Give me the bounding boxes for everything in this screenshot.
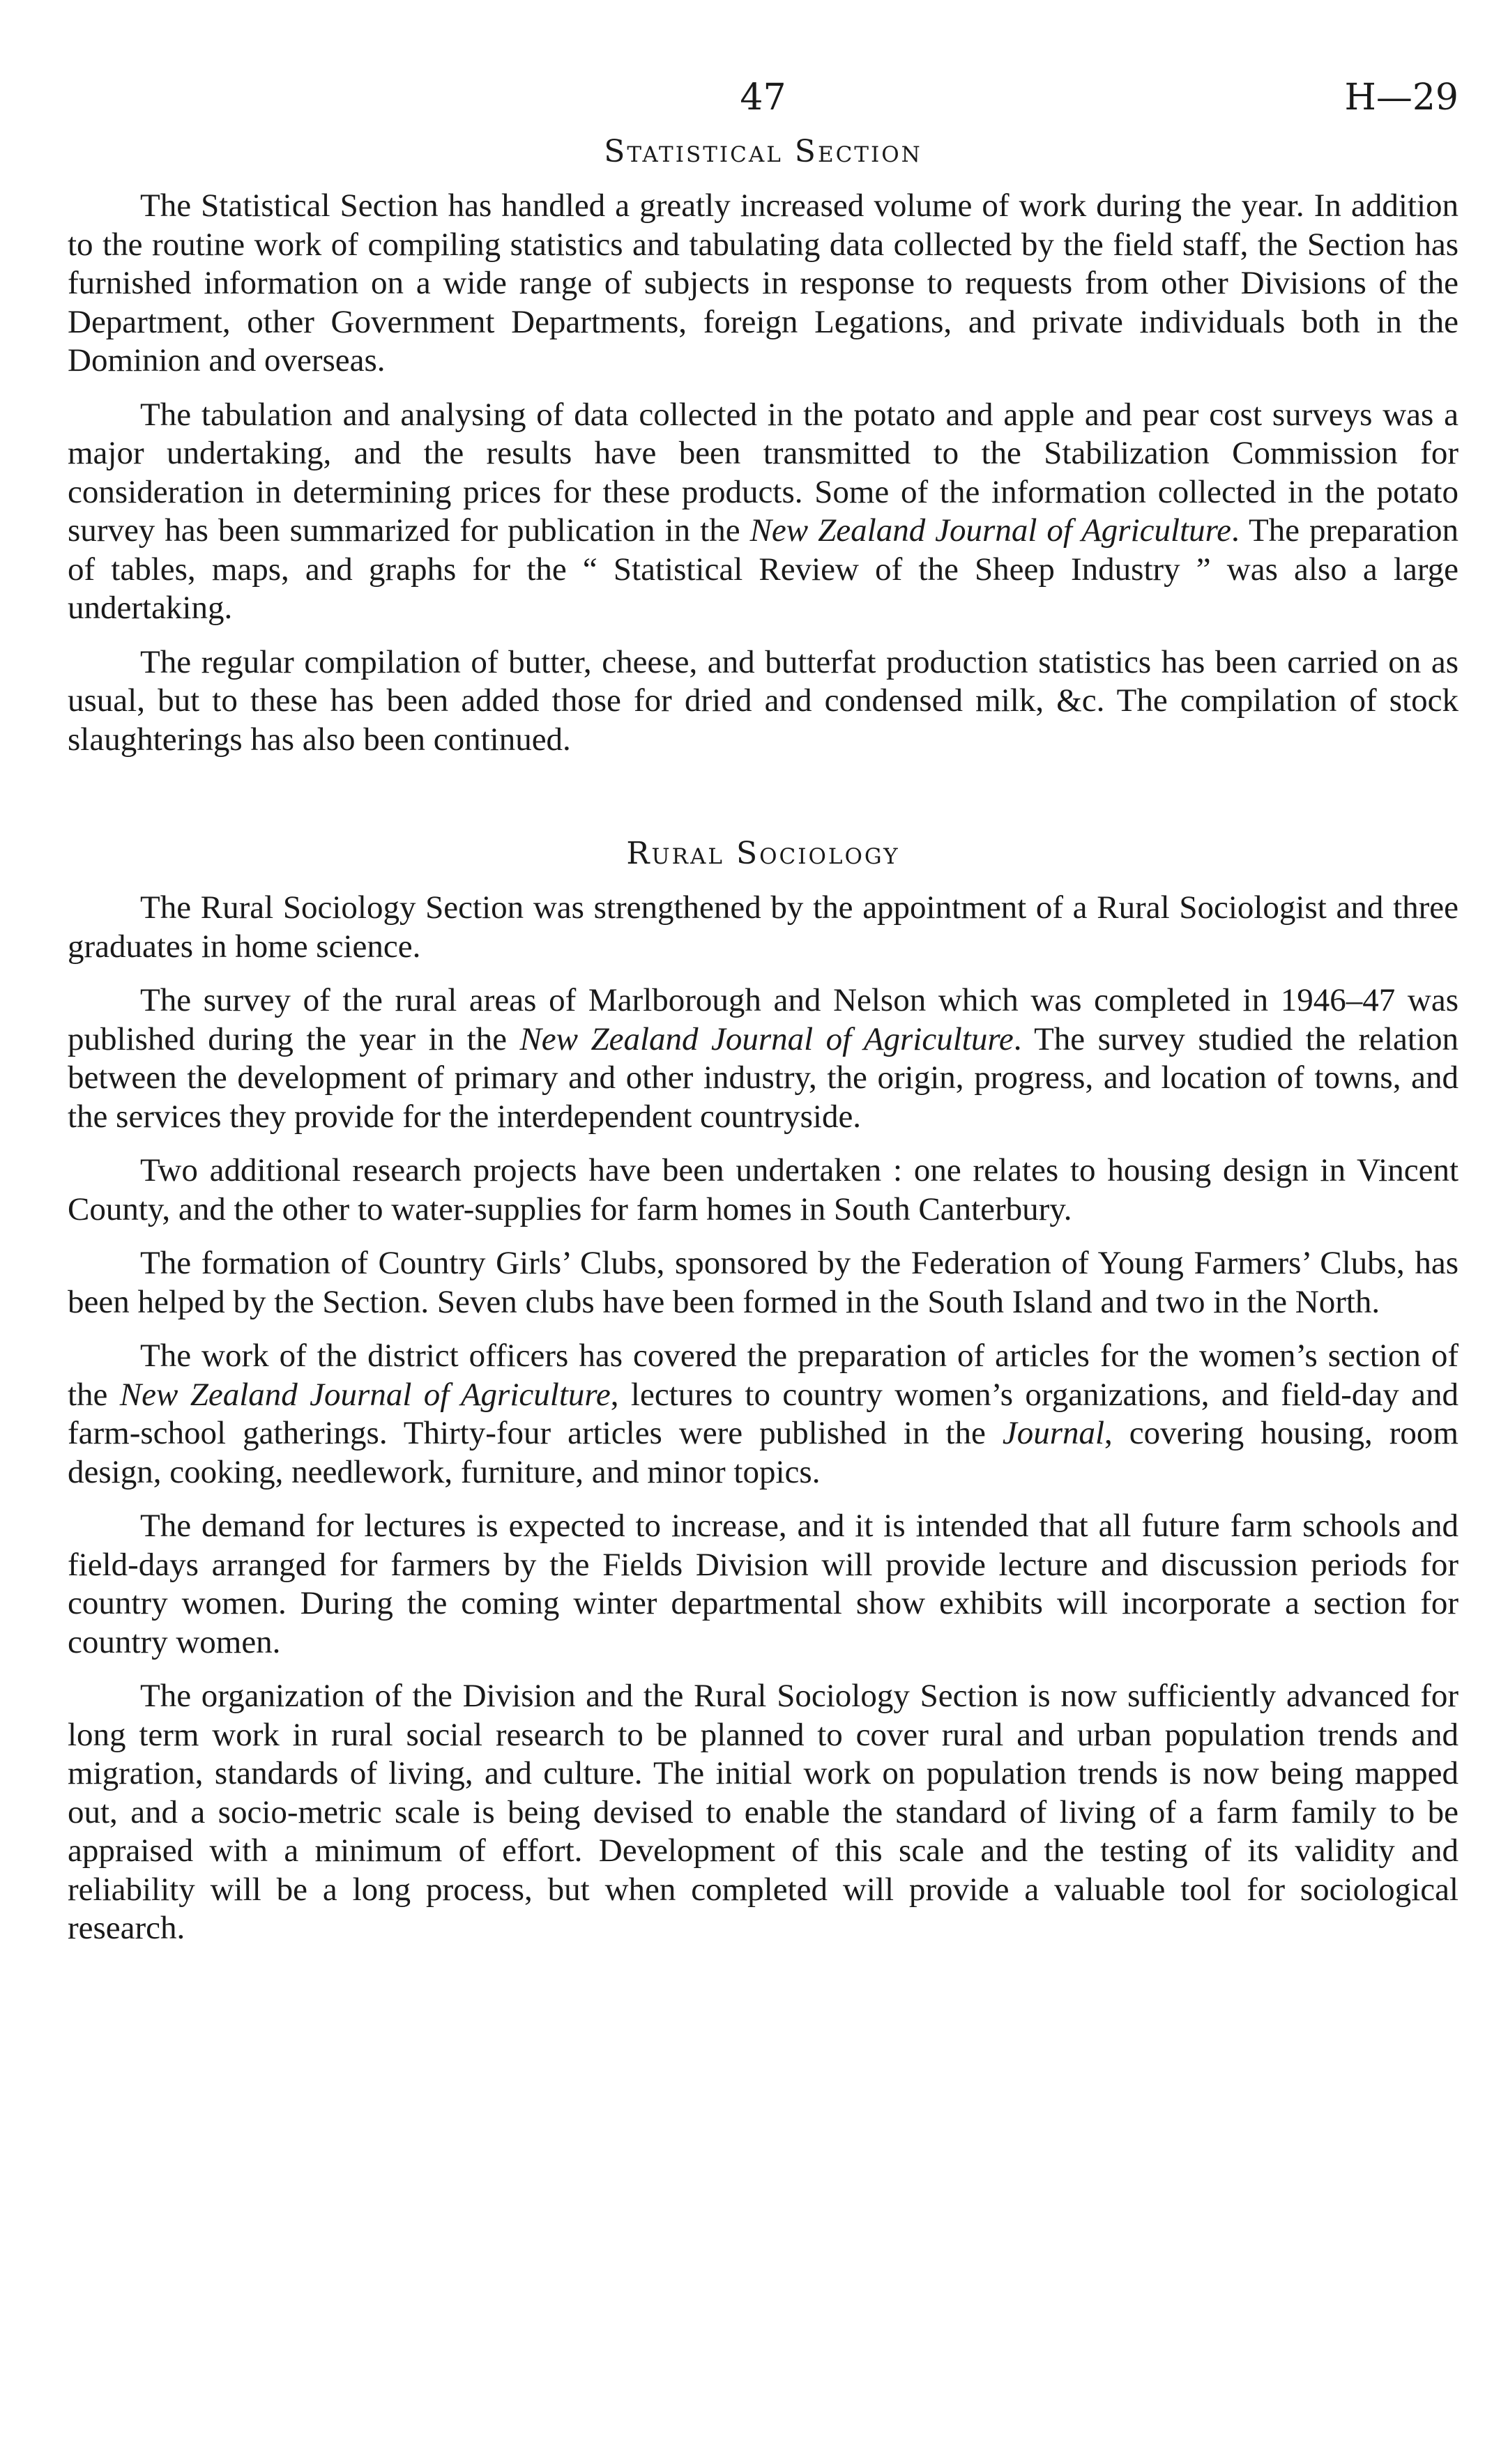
journal-title: New Zealand Journal of Agriculture	[519, 1020, 1014, 1057]
paragraph-rural-5: The work of the district officers has covered the preparation of articles for the women’s section of the New Zealand Journal of Agriculture, lectures to country women’s organizations, and field-day and farm-school gatherings. Thirty-four articles were published in the Journal, covering housing, room design, cooking, needlework, furniture, and minor topics.	[68, 1338, 1459, 1490]
paragraph-rural-6: The demand for lectures is expected to increase, and it is intended that all future farm schools and field-days arranged for farmers by the Fields Division will provide lecture and discussion periods for country women. During the coming winter departmental show exhibits will incorporate a section for country women.	[68, 1508, 1459, 1660]
journal-title: New Zealand Journal of Agriculture	[749, 512, 1232, 549]
paragraph-rural-7: The organization of the Division and the Rural Sociology Section is now sufficiently advanced for long term work in rural social research to be planned to cover rural and urban population trends and migration, standards of living, and culture. The initial work on population trends is now being mapped out, and a socio-metric scale is being devised to enable the standard of living of a farm family to be appraised with a minimum of effort. Development of this scale and the testing of its validity and reliability will be a long process, but when completed will provide a valuable tool for sociological research.	[68, 1678, 1459, 1946]
paragraph-rural-3: Two additional research projects have been undertaken : one relates to housing design in Vincent County, and the other to water-supplies for farm homes in South Canterbury.	[68, 1152, 1459, 1227]
paragraph-rural-4: The formation of Country Girls’ Clubs, sponsored by the Federation of Young Farmers’ Clubs, has been helped by the Section. Seven clubs have been formed in the South Island and two in the North.	[68, 1245, 1459, 1320]
page-number: 47	[740, 77, 786, 118]
section-title-statistical: Statistical Section	[604, 134, 922, 169]
document-page	[68, 77, 1459, 1964]
journal-title: New Zealand Journal of Agriculture	[119, 1376, 611, 1413]
paragraph-rural-2: The survey of the rural areas of Marlborough and Nelson which was completed in 1946–47 was published during the year in the New Zealand Journal of Agriculture. The survey studied the relation between the development of primary and other industry, the origin, progress, and location of towns, and the services they provide for the interdependent countryside.	[68, 982, 1459, 1135]
journal-short-title: Journal	[1002, 1415, 1105, 1451]
page-header	[68, 77, 1459, 132]
paragraph-statistical-3: The regular compilation of butter, cheese, and butterfat production statistics has been carried on as usual, but to these has been added those for dried and condensed milk, &c. The compilation of stock slaughterings has also been continued.	[68, 643, 1459, 758]
document-code: H—29	[1344, 77, 1459, 118]
paragraph-statistical-2: The tabulation and analysing of data collected in the potato and apple and pear cost surveys was a major undertaking, and the results have been transmitted to the Stabilization Commission for consideration in determining prices for these products. Some of the information collected in the potato survey has been summarized for publication in the New Zealand Journal of Agriculture. The preparation of tables, maps, and graphs for the “ Statistical Review of the Sheep Industry ” was also a large undertaking.	[68, 396, 1459, 626]
section-title-rural-sociology: Rural Sociology	[626, 836, 900, 871]
paragraph-rural-1: The Rural Sociology Section was strengthened by the appointment of a Rural Sociologist and three graduates in home science.	[68, 889, 1459, 965]
paragraph-statistical-1: The Statistical Section has handled a greatly increased volume of work during the year. In addition to the routine work of compiling statistics and tabulating data collected by the field staff, the Section has furnished information on a wide range of subjects in response to requests from other Divisions of the Department, other Government Departments, foreign Legations, and private individuals both in the Dominion and overseas.	[68, 188, 1459, 378]
